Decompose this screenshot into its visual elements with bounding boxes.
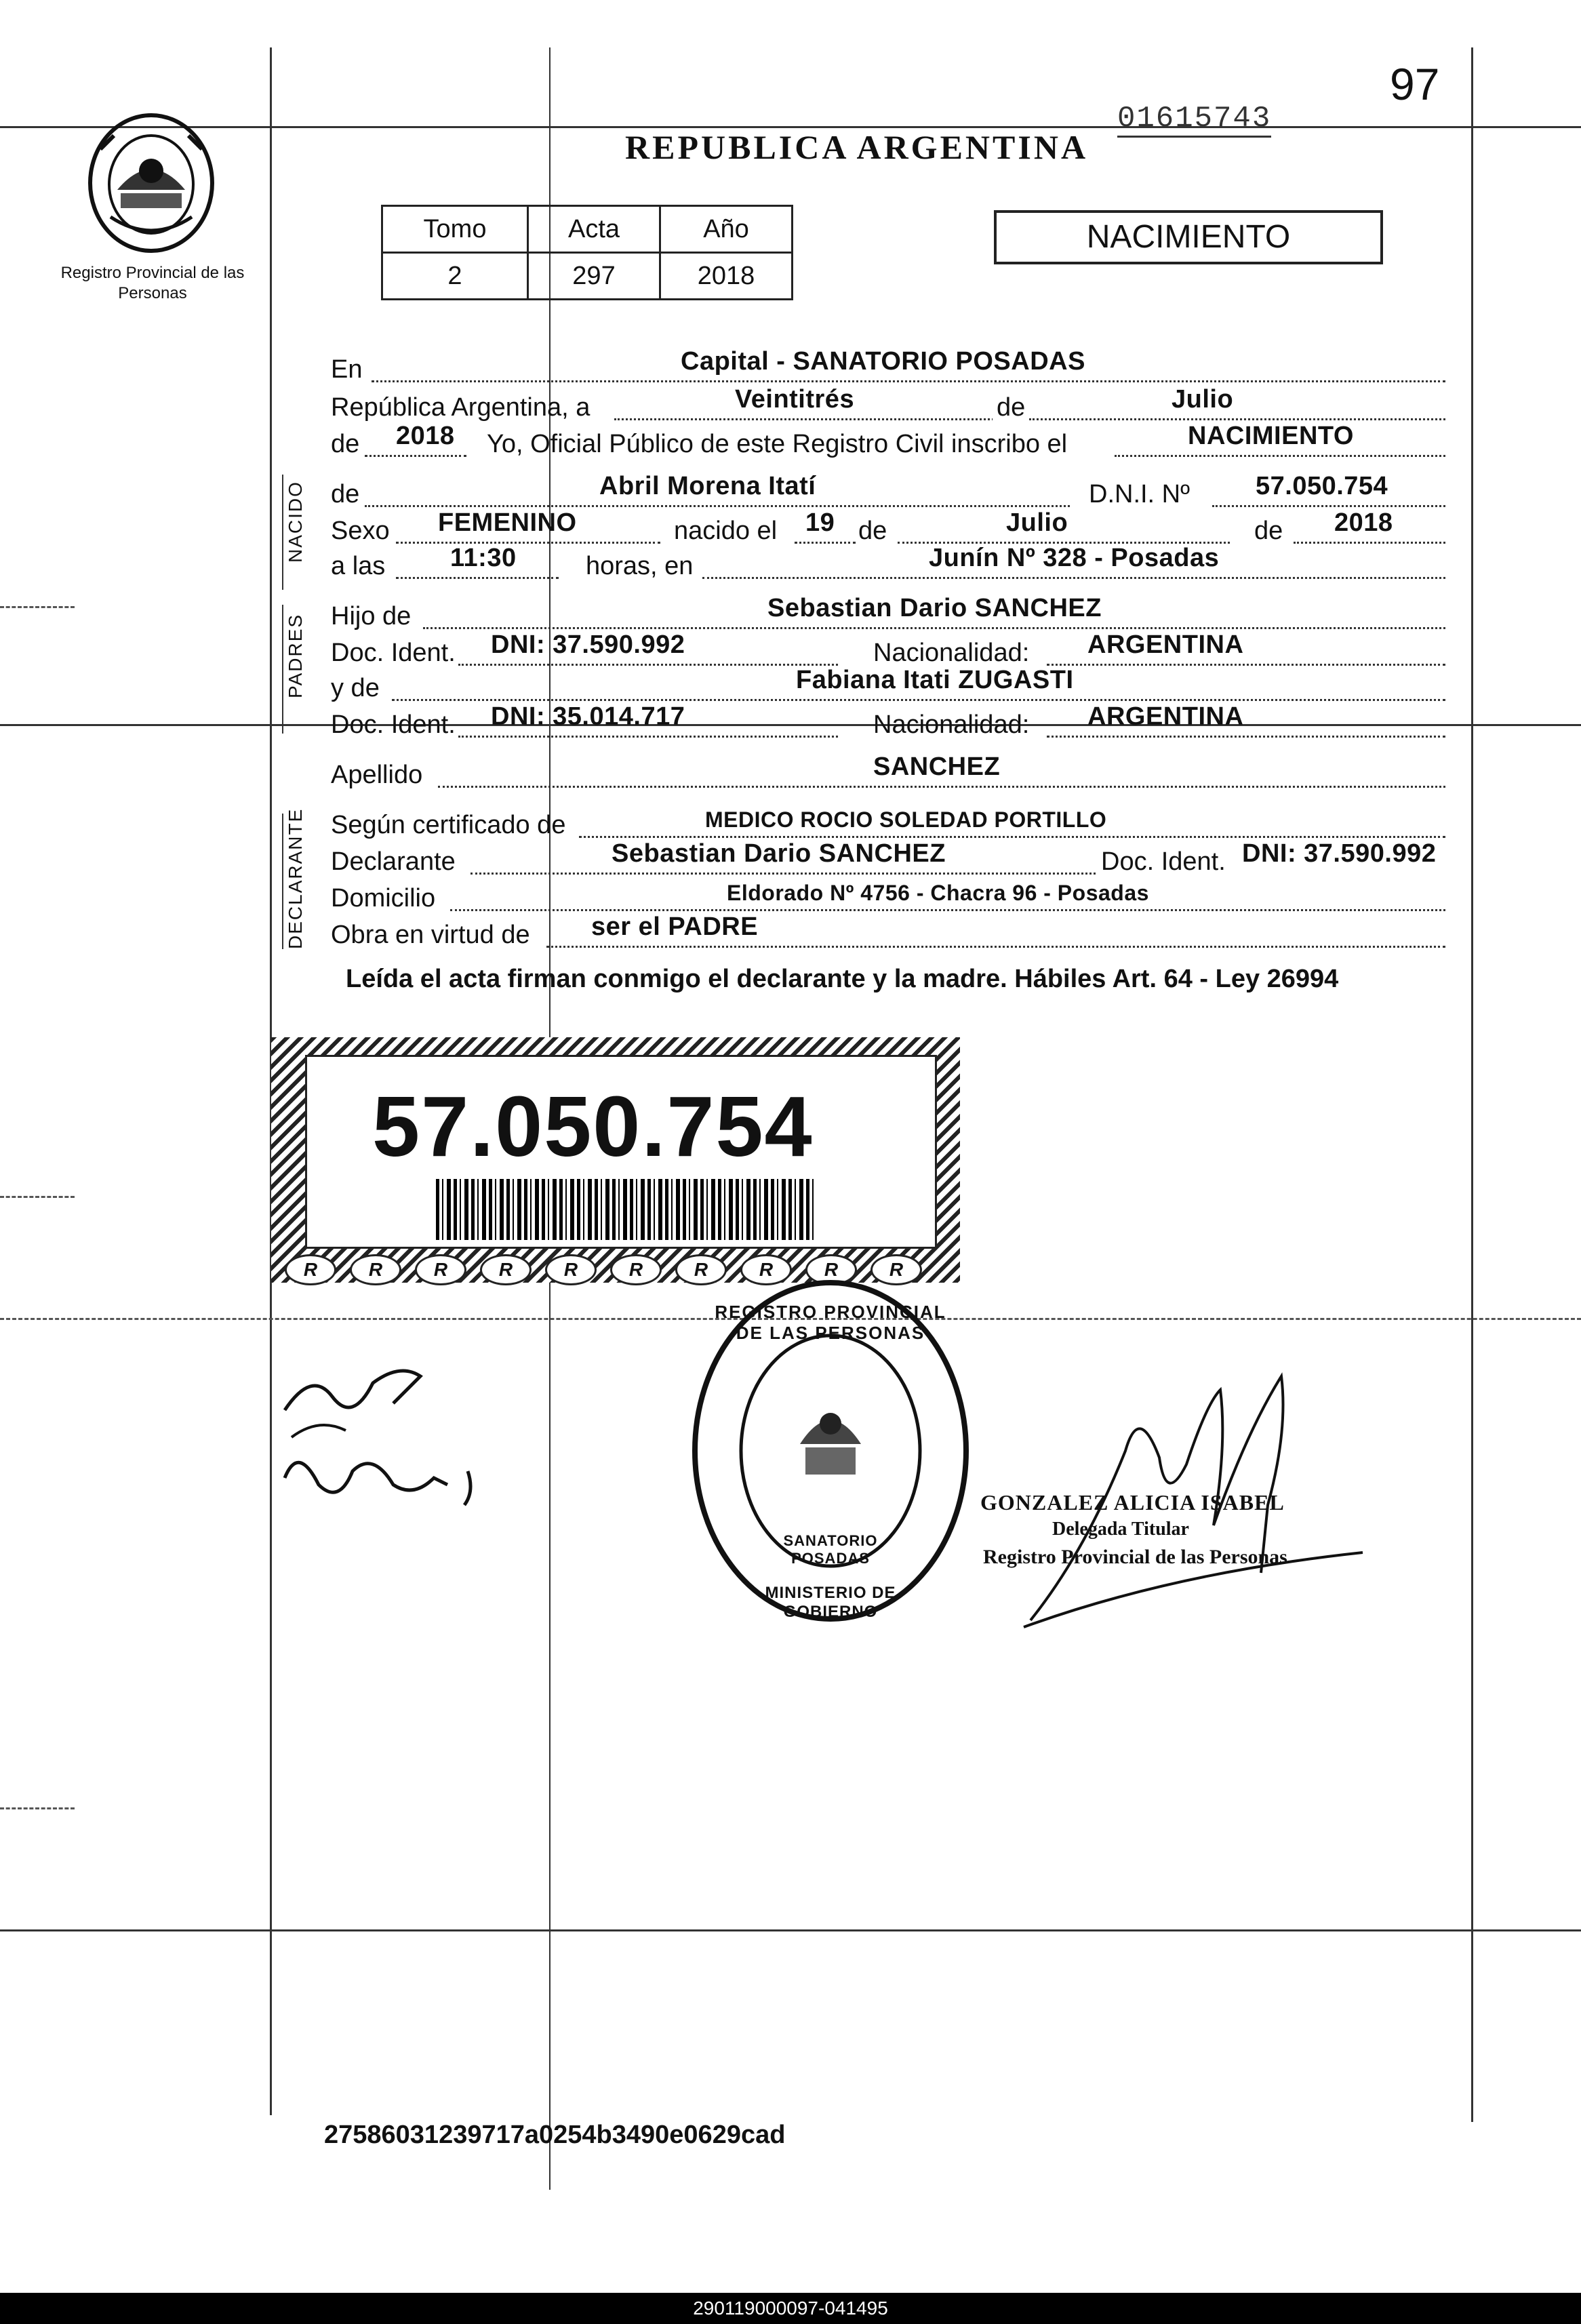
seal-emblem-icon [80, 108, 222, 258]
dots-year [365, 455, 466, 457]
dots-sexo [396, 542, 660, 544]
tick-left-3 [0, 1807, 75, 1809]
volume-header-acta: Acta [528, 206, 660, 253]
padres-bracket [282, 605, 283, 734]
record-type-box: NACIMIENTO [994, 210, 1383, 264]
dots-mother-nationality [1047, 736, 1445, 738]
pattern-letter: R [480, 1254, 532, 1285]
pattern-letter: R [350, 1254, 401, 1285]
stamp-inner-text: SANATORIO POSADAS [783, 1532, 878, 1567]
sexo-value: FEMENINO [438, 508, 577, 537]
label-de-year: de [331, 430, 360, 458]
label-horas: horas, en [586, 552, 694, 580]
father-name: Sebastian Dario SANCHEZ [767, 594, 1102, 622]
label-father-nationality: Nacionalidad: [873, 639, 1030, 667]
pattern-letter: R [545, 1254, 597, 1285]
label-declarante-doc: Doc. Ident. [1097, 845, 1230, 879]
volume-header-tomo: Tomo [382, 206, 528, 253]
dots-birth-day [795, 542, 856, 544]
official-stamp [685, 1275, 976, 1627]
mother-name: Fabiana Itati ZUGASTI [796, 666, 1074, 694]
row-year [331, 422, 1445, 461]
barcode-sticker [271, 1037, 960, 1283]
dni-value: 57.050.754 [1256, 472, 1388, 500]
label-sexo: Sexo [331, 517, 390, 545]
footer-bar [0, 2293, 1581, 2324]
declarante-doc: DNI: 37.590.992 [1242, 839, 1437, 868]
label-de-month: de [993, 390, 1029, 424]
inscribe-value: NACIMIENTO [1188, 422, 1354, 450]
volume-acta: 297 [528, 253, 660, 300]
dots-time [396, 577, 559, 579]
label-apellido: Apellido [331, 761, 423, 789]
row-apellido [331, 753, 1445, 792]
barcode-panel [305, 1055, 937, 1249]
dots-declarante [471, 873, 1148, 875]
signer-office: Registro Provincial de las Personas [983, 1546, 1287, 1568]
row-declarante [331, 839, 1445, 879]
label-nacido-el: nacido el [674, 517, 778, 545]
row-domicilio [331, 881, 1445, 915]
mother-nationality: ARGENTINA [1087, 702, 1244, 731]
document-hash: 27586031239717a0254b3490e0629cad [324, 2121, 786, 2149]
pattern-letter: R [610, 1254, 662, 1285]
dots-place [702, 577, 1445, 579]
provincial-seal [80, 108, 222, 258]
obra-value: ser el PADRE [591, 913, 759, 941]
volume-ano: 2018 [660, 253, 793, 300]
country-title: REPUBLICA ARGENTINA [625, 128, 1089, 166]
page-number: 97 [1390, 59, 1440, 109]
serial-number: 01615743 [1117, 102, 1271, 138]
dots-obra [546, 946, 1445, 948]
dots-dni [1212, 505, 1445, 507]
label-a-las: a las [331, 552, 386, 580]
yo-text: Yo, Oficial Público de este Registro Civil inscribo el [487, 430, 1068, 458]
dots-mother-doc [458, 736, 838, 738]
year-value: 2018 [396, 422, 455, 450]
domicilio-value: Eldorado Nº 4756 - Chacra 96 - Posadas [727, 881, 1149, 905]
right-margin-line [1471, 47, 1473, 2122]
volume-header-ano: Año [660, 206, 793, 253]
place-value: Capital - SANATORIO POSADAS [681, 347, 1085, 376]
tick-left-2 [0, 1196, 75, 1198]
dots-father-doc [458, 664, 838, 666]
dots-en [372, 380, 1445, 382]
section-label-nacido: NACIDO [285, 481, 306, 563]
pattern-letter: R [740, 1254, 792, 1285]
label-republica: República Argentina, a [331, 393, 591, 422]
barcode-number: 57.050.754 [372, 1079, 814, 1174]
section-label-padres: PADRES [285, 613, 306, 698]
signer-role: Delegada Titular [1052, 1519, 1189, 1540]
section-label-declarante: DECLARANTE [285, 807, 306, 949]
label-segun: Según certificado de [331, 811, 566, 839]
pattern-letter: R [285, 1254, 336, 1285]
label-father-doc: Doc. Ident. [331, 639, 456, 667]
dots-apellido [438, 786, 1445, 788]
birth-year: 2018 [1334, 508, 1393, 537]
declarante-bracket [282, 814, 283, 949]
label-obra: Obra en virtud de [331, 921, 530, 949]
label-de-name: de [331, 480, 360, 508]
stamp-outer-text: REGISTRO PROVINCIAL DE LAS PERSONAS [715, 1302, 946, 1343]
label-hijo-de: Hijo de [331, 602, 412, 630]
registry-name: Registro Provincial de las Personas [60, 264, 245, 302]
father-nationality: ARGENTINA [1087, 630, 1244, 659]
label-declarante: Declarante [331, 847, 456, 876]
barcode-bars [436, 1179, 816, 1240]
day-words: Veintitrés [735, 385, 855, 414]
pattern-letter: R [415, 1254, 466, 1285]
label-en: En [331, 355, 363, 384]
closing-text: Leída el acta firman conmigo el declarante y la madre. Hábiles Art. 64 - Ley 26994 [346, 965, 1339, 993]
label-domicilio: Domicilio [331, 884, 436, 913]
nacido-bracket [282, 475, 283, 590]
label-dni: D.N.I. Nº [1089, 480, 1190, 508]
label-mother-doc: Doc. Ident. [331, 710, 456, 739]
dots-inscribe [1115, 455, 1445, 457]
birth-place: Junín Nº 328 - Posadas [929, 544, 1220, 572]
mother-doc: DNI: 35.014.717 [491, 702, 685, 731]
mid-rule-3 [0, 1929, 1581, 1931]
segun-value: MEDICO ROCIO SOLEDAD PORTILLO [705, 807, 1107, 832]
apellido-value: SANCHEZ [873, 753, 1001, 781]
handwriting-scribble-icon [271, 1342, 502, 1519]
pattern-letter: R [870, 1254, 922, 1285]
father-doc: DNI: 37.590.992 [491, 630, 685, 659]
dots-birth-year [1294, 542, 1445, 544]
label-de-birth-year: de [1254, 517, 1283, 545]
tick-left-1 [0, 606, 75, 608]
pattern-letter: R [675, 1254, 727, 1285]
label-y-de: y de [331, 674, 380, 702]
birth-day: 19 [805, 508, 835, 537]
row-mother-doc [331, 702, 1445, 742]
pattern-letter: R [805, 1254, 857, 1285]
child-name: Abril Morena Itatí [599, 472, 816, 500]
declarante-value: Sebastian Dario SANCHEZ [612, 839, 946, 868]
row-time [331, 544, 1445, 583]
volume-tomo: 2 [382, 253, 528, 300]
handwritten-initials [271, 1342, 502, 1522]
document-code: 290119000097-041495 [693, 2298, 888, 2319]
row-en [331, 347, 1445, 386]
volume-table [381, 205, 793, 300]
birth-time: 11:30 [450, 544, 517, 572]
row-obra [331, 913, 1445, 952]
label-mother-nationality: Nacionalidad: [873, 710, 1030, 739]
label-de-birth-month: de [858, 517, 887, 545]
birth-month: Julio [1006, 508, 1068, 537]
dots-father-nationality [1047, 664, 1445, 666]
month-value: Julio [1172, 385, 1234, 414]
stamp-bottom-text: MINISTERIO DE GOBIERNO [765, 1584, 896, 1621]
signer-name: GONZALEZ ALICIA ISABEL [980, 1490, 1285, 1515]
